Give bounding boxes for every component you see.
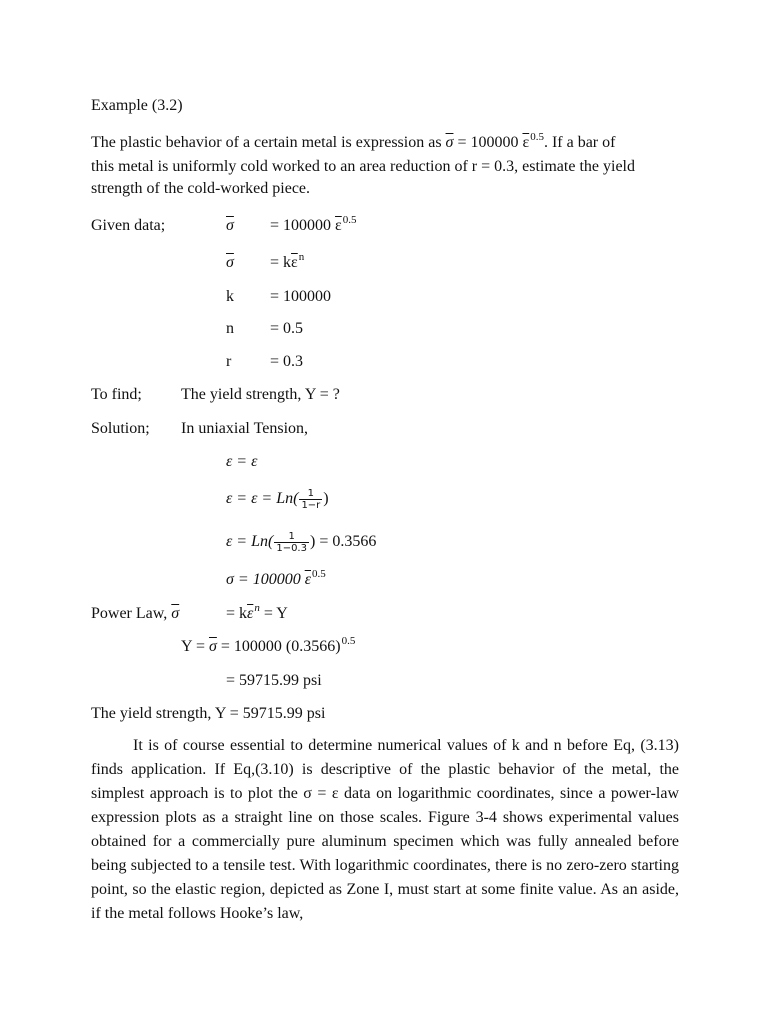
example-heading: Example (3.2) xyxy=(91,97,183,114)
solution-eq-1: ε = ε xyxy=(226,453,258,470)
given-eq-1: = 100000 $\overline{\varepsilon}^{0.5}$ xyxy=(270,214,357,234)
given-sigma-2: $\overline{\sigma}$ xyxy=(226,254,234,271)
problem-line-2: this metal is uniformly cold worked to an area reduction of r = 0.3, estimate the yield xyxy=(91,158,635,175)
given-r-value: = 0.3 xyxy=(270,353,304,370)
solution-eq-3: ε = Ln( $\frac{1}{1-0.3}$ ) = 0.3566 xyxy=(226,531,377,554)
solution-label: Solution; xyxy=(91,420,150,437)
power-law-label: Power Law, $\overline{\sigma}$ xyxy=(91,605,180,622)
given-n-label: n xyxy=(226,320,234,337)
given-eq-2: = $k\overline{\varepsilon}^n$ xyxy=(270,251,305,271)
given-r-label: r xyxy=(226,353,232,370)
yield-equation: $Y = \overline{\sigma} = 100000$ $(0.3566)^{0.5}$ xyxy=(181,635,356,655)
find-label: To find; xyxy=(91,386,142,403)
problem-line-3: strength of the cold-worked piece. xyxy=(91,180,311,197)
solution-text: In uniaxial Tension, xyxy=(181,420,309,437)
given-n-value: = 0.5 xyxy=(270,320,304,337)
solution-eq-4: σ = 100000 $\overline{\varepsilon}^{0.5}$ xyxy=(226,568,326,588)
answer-line: The yield strength, Y = 59715.99 psi xyxy=(91,705,326,722)
power-law-eq: = $k\overline{\varepsilon}^n = Y$ xyxy=(226,602,288,622)
given-k-value: = 100000 xyxy=(270,288,332,305)
given-sigma-1: $\overline{\sigma}$ xyxy=(226,217,234,234)
body-paragraph xyxy=(91,734,679,926)
given-k-label: k xyxy=(226,288,234,305)
problem-line-1: The plastic behavior of a certain metal is expression as $\overline{\sigma} = 100000$ $\overline{\varepsilon}^{0.5}$. If a bar of xyxy=(91,131,616,151)
find-text: The yield strength, Y = ? xyxy=(181,386,340,403)
paragraph-text: It is of course essential to determine numerical values of k and n before Eq, (3.13) finds application. If Eq,(3.10) is descriptive of the plastic behavior of the metal, the simplest approach is to plot the σ = ε data on logarithmic coordinates, since a power-law expression plots as a straight line on those scales. Figure 3-4 shows experimental values obtained for a commercially pure aluminum specimen which was fully annealed before being subjected to a tensile test. With logarithmic coordinates, there is no zero-zero starting point, so the elastic region, depicted as Zone I, must start at some finite value. As an aside, if the metal follows Hooke’s law, xyxy=(91,737,679,922)
yield-result: = 59715.99 psi xyxy=(226,672,322,689)
given-label: Given data; xyxy=(91,217,166,234)
solution-eq-2: ε = ε = Ln( $\frac{1}{1-r}$ ) xyxy=(226,488,329,511)
